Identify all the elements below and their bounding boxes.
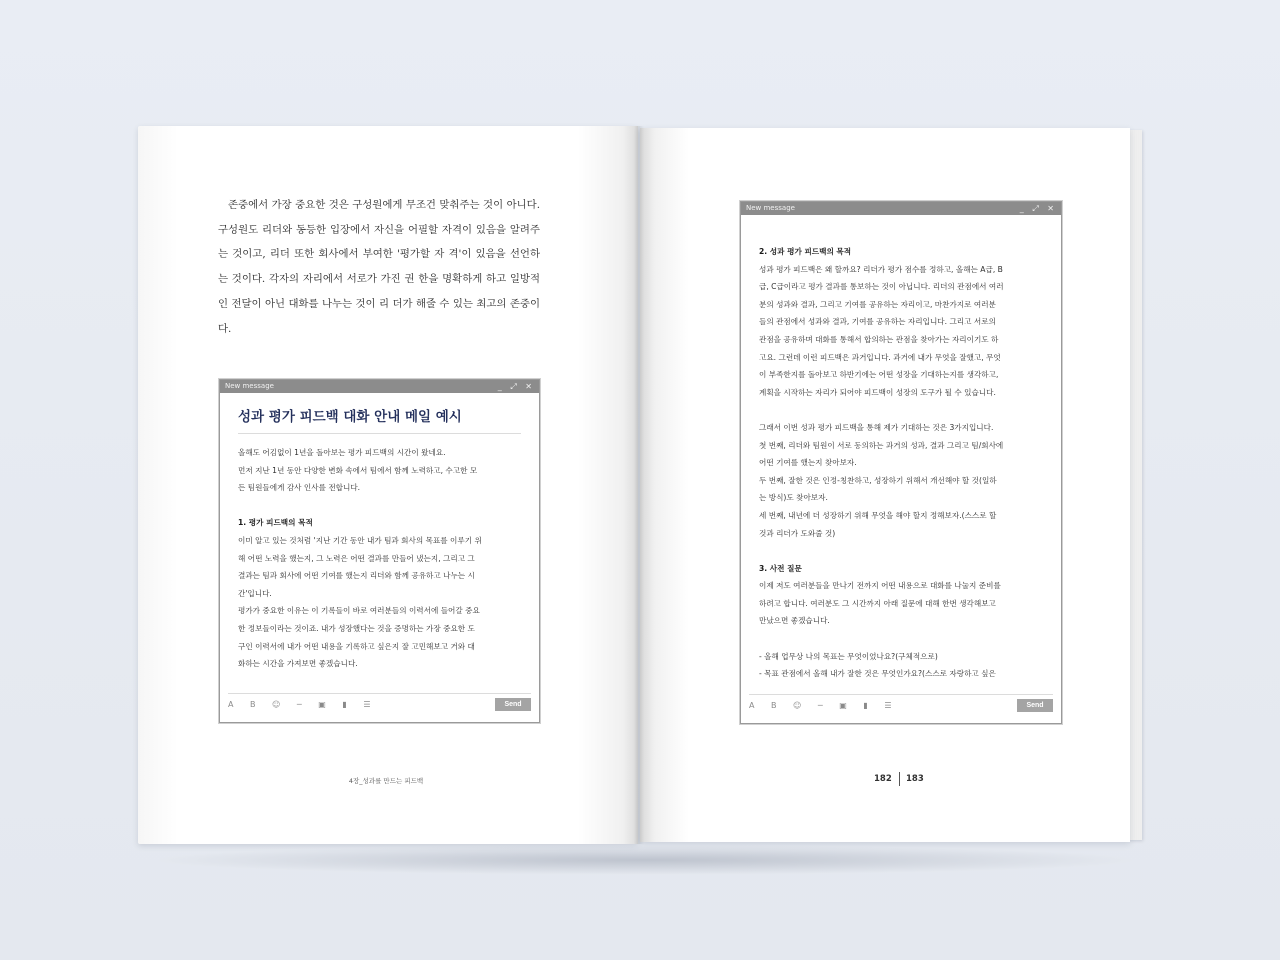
- blank-line: [238, 497, 521, 515]
- mail-line: 두 번째, 잘한 것은 인정-칭찬하고, 성장하기 위해서 개선해야 할 것(일하: [759, 475, 997, 485]
- mail-line: 이제 저도 여러분들을 만나기 전까지 어떤 내용으로 대화를 나눌지 준비를: [759, 581, 1001, 591]
- mail-line: 평가가 중요한 이유는 이 기록들이 바로 여러분들의 이력서에 들어갈 중요: [238, 606, 480, 616]
- mail-line: 이 부족한지를 돌아보고 하반기에는 어떤 성장을 기대하는지를 생각하고,: [759, 370, 999, 380]
- mail-body: [238, 434, 521, 673]
- mail-toolbar: [749, 694, 1053, 717]
- mail-heading: 성과 평가 피드백 대화 안내 메일 예시: [238, 393, 521, 434]
- send-button[interactable]: Send: [495, 698, 531, 711]
- section-heading: 1. 평가 피드백의 목적: [238, 518, 313, 528]
- mail-line: 어떤 기여를 했는지 찾아보자.: [759, 458, 857, 468]
- mail-body: [759, 215, 1043, 683]
- mail-line: 먼저 지난 1년 동안 다양한 변화 속에서 팀에서 함께 노력하고, 수고한 모: [238, 465, 478, 475]
- window-controls[interactable]: _ ⤢ ✕: [497, 382, 535, 391]
- send-button[interactable]: Send: [1017, 699, 1053, 712]
- mail-line: 결과는 팀과 회사에 어떤 기여를 했는지 리더와 함께 공유하고 나누는 시: [238, 571, 475, 581]
- mail-line: 는 방식)도 찾아보자.: [759, 493, 828, 503]
- mail-line: 성과 평가 피드백은 왜 할까요? 리더가 평가 점수를 정하고, 올해는 A급, B: [759, 264, 1003, 274]
- mail-line: 해 어떤 노력을 했는지, 그 노력은 어떤 결과를 만들어 냈는지, 그리고 그: [238, 553, 475, 563]
- section-heading: 2. 성과 평가 피드백의 목적: [759, 247, 852, 256]
- book-spine: [634, 126, 644, 844]
- mail-window-left: [219, 379, 540, 723]
- mail-line: 이미 알고 있는 것처럼 '지난 기간 동안 내가 팀과 회사의 목표를 이루기 위: [238, 535, 482, 545]
- mail-line: 것과 리더가 도와줄 것): [759, 528, 836, 538]
- chapter-footer: 4장_성과를 만드는 피드백: [348, 777, 424, 785]
- mail-line: 구인 이력서에 내가 어떤 내용을 기록하고 싶은지 잘 고민해보고 거와 대: [238, 641, 475, 651]
- mail-line: 한 정보들이라는 것이죠. 내가 성장했다는 것을 증명하는 가장 중요한 도: [238, 623, 475, 633]
- window-title: New message: [746, 204, 795, 212]
- window-title: New message: [225, 382, 274, 390]
- intro-line: 아니다. 구성원도 리더와 동등한 입장에서 자신을 어필할 자격이: [218, 199, 540, 236]
- intro-line: 있음을 알려주는 것이고, 리더 또한 회사에서 부여한 '평가할 자: [218, 223, 540, 261]
- blank-line: [759, 542, 1043, 560]
- mail-line: 분의 성과와 결과, 그리고 기여를 공유하는 자리이고, 마찬가지로 여러분: [759, 299, 996, 309]
- mail-line: 올해도 어김없이 1년을 돌아보는 평가 피드백의 시간이 왔네요.: [238, 448, 446, 457]
- page-number-divider: [899, 772, 900, 786]
- mail-line: 만났으면 좋겠습니다.: [759, 616, 830, 626]
- window-titlebar: [741, 202, 1061, 215]
- mail-line: 계획을 시작하는 자리가 되어야 피드백이 성장의 도구가 될 수 있습니다.: [759, 387, 996, 397]
- mail-line: - 목표 관점에서 올해 내가 잘한 것은 무엇인가요?(스스로 자랑하고 싶은: [759, 669, 996, 679]
- book-shadow: [150, 845, 1140, 875]
- mail-line: 화하는 시간을 가져보면 좋겠습니다.: [238, 659, 358, 669]
- page-number-left: 182: [874, 774, 892, 784]
- intro-line: 더가 해줄 수 있는 최고의 존중이다.: [218, 297, 540, 335]
- mail-window-right: [740, 201, 1062, 724]
- page-edges: [1128, 130, 1142, 840]
- mail-line: 하려고 합니다. 여러분도 그 시간까지 아래 질문에 대해 한번 생각해보고: [759, 598, 996, 608]
- intro-line: 격'이 있음을 선언하는 것이다. 각자의 자리에서 서로가 가진 권: [218, 248, 540, 286]
- mail-line: 급, C급이라고 평가 결과를 통보하는 것이 아닙니다. 리더의 관점에서 여러: [759, 282, 1004, 292]
- intro-line: 존중에서 가장 중요한 것은 구성원에게 무조건 맞춰주는 것이: [228, 199, 504, 211]
- intro-text: [218, 193, 540, 341]
- mail-line: 첫 번째, 리더와 팀원이 서로 동의하는 과거의 성과, 결과 그리고 팀/회사에: [759, 440, 1004, 450]
- blank-line: [759, 401, 1043, 419]
- window-titlebar: [220, 380, 539, 393]
- mail-line: 그래서 이번 성과 평가 피드백을 통해 제가 기대하는 것은 3가지입니다.: [759, 422, 994, 432]
- mail-line: - 올해 업무상 나의 목표는 무엇이었나요?(구체적으로): [759, 651, 938, 661]
- format-toolbar-icons[interactable]: A B ☺ ─ ▣ ▮ ☰: [228, 700, 378, 709]
- section-heading: 3. 사전 질문: [759, 563, 802, 573]
- window-controls[interactable]: _ ⤢ ✕: [1019, 204, 1057, 213]
- mail-line: 간'입니다.: [238, 588, 272, 598]
- intro-paragraph: [218, 193, 540, 341]
- intro-line: 한을 명확하게 하고 일방적인 전달이 아닌 대화를 나누는 것이 리: [218, 273, 540, 310]
- mail-line: 세 번째, 내년에 더 성장하기 위해 무엇을 해야 할지 정해보자.(스스로 할: [759, 510, 997, 520]
- format-toolbar-icons[interactable]: A B ☺ ─ ▣ ▮ ☰: [749, 701, 899, 710]
- mail-toolbar: [228, 693, 531, 716]
- mail-line: 들의 관점에서 성과와 결과, 기여를 공유하는 자리입니다. 그리고 서로의: [759, 317, 996, 327]
- mail-line: 고요. 그런데 이런 피드백은 과거입니다. 과거에 내가 무엇을 잘했고, 무엇: [759, 352, 1001, 362]
- blank-line: [759, 630, 1043, 648]
- mail-line: 관점을 공유하며 대화를 통해서 합의하는 관점을 찾아가는 자리이기도 하: [759, 334, 999, 344]
- page-number-right: 183: [906, 774, 924, 784]
- mail-line: 든 팀원들에게 감사 인사를 전합니다.: [238, 483, 361, 493]
